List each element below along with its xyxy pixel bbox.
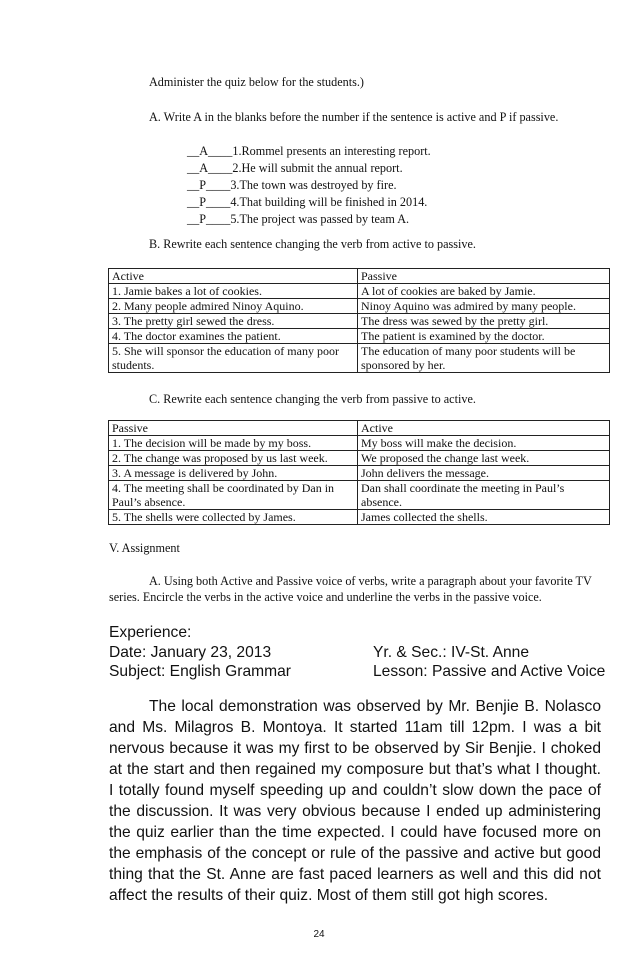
table-header-cell: Active: [358, 421, 610, 436]
table-header-cell: Active: [109, 269, 358, 284]
quiz-item-5: __P____5.The project was passed by team A.: [187, 212, 410, 226]
table-row: [109, 314, 610, 329]
quiz-item-2: __A____2.He will submit the annual report.: [187, 161, 403, 175]
quiz-item-3: __P____3.The town was destroyed by fire.: [187, 178, 397, 192]
table-cell: My boss will make the decision.: [358, 436, 610, 451]
table-cell: Ninoy Aquino was admired by many people.: [358, 299, 610, 314]
table-header-cell: Passive: [358, 269, 610, 284]
table-header-cell: Passive: [109, 421, 358, 436]
table-cell: A lot of cookies are baked by Jamie.: [358, 284, 610, 299]
subject-label: Subject: English Grammar: [109, 663, 291, 680]
lesson-label: Lesson: Passive and Active Voice: [373, 663, 606, 680]
table-row: [109, 510, 610, 525]
table-cell: 1. The decision will be made by my boss.: [109, 436, 358, 451]
table-cell: We proposed the change last week.: [358, 451, 610, 466]
table-cell: The dress was sewed by the pretty girl.: [358, 314, 610, 329]
table-cell: 5. She will sponsor the education of many poor students.: [109, 344, 358, 373]
assignment-line-2: series. Encircle the verbs in the active voice and underline the verbs in the passive voice.: [109, 590, 542, 604]
table-row: [109, 329, 610, 344]
table-cell: 1. Jamie bakes a lot of cookies.: [109, 284, 358, 299]
experience-paragraph: The local demonstration was observed by Mr. Benjie B. Nolasco and Ms. Milagros B. Montoya. It started 11am till 12pm. I was a bit nervous because it was my first to be observed by Sir Benjie. I choked at the start and then regained my composure but that’s what I thought. I totally found myself speeding up and couldn’t slow down the pace of the discussion. It was very obvious because I ended up administering the quiz earlier than the time expected. I could have focused more on the emphasis of the concept or rule of the passive and active but good thing that the St. Anne are fast paced learners as well and this did not affect the results of their quiz. Most of them still got high scores.: [109, 698, 601, 904]
table-row: [109, 466, 610, 481]
table-cell: James collected the shells.: [358, 510, 610, 525]
quiz-item-4: __P____4.That building will be finished in 2014.: [187, 195, 428, 209]
year-section-label: Yr. & Sec.: IV-St. Anne: [373, 644, 530, 661]
table-cell: 4. The meeting shall be coordinated by Dan in Paul’s absence.: [109, 481, 358, 510]
quiz-item-1: __A____1.Rommel presents an interesting report.: [187, 144, 431, 158]
active-to-passive-table: [108, 268, 610, 373]
table-row: [109, 451, 610, 466]
table-row: [109, 481, 610, 510]
table-header-row: [109, 421, 610, 436]
table-cell: 2. The change was proposed by us last week.: [109, 451, 358, 466]
table-row: [109, 284, 610, 299]
table-cell: Dan shall coordinate the meeting in Paul’s absence.: [358, 481, 610, 510]
assignment-heading: V. Assignment: [109, 541, 180, 555]
table-cell: The patient is examined by the doctor.: [358, 329, 610, 344]
table-cell: John delivers the message.: [358, 466, 610, 481]
page-number: 24: [313, 929, 325, 940]
table-cell: 2. Many people admired Ninoy Aquino.: [109, 299, 358, 314]
intro-text: Administer the quiz below for the students.): [149, 75, 364, 89]
table-header-row: [109, 269, 610, 284]
table-cell: 4. The doctor examines the patient.: [109, 329, 358, 344]
table-row: [109, 299, 610, 314]
experience-heading: Experience:: [109, 624, 192, 641]
table-row: [109, 436, 610, 451]
date-label: Date: January 23, 2013: [109, 644, 272, 661]
part-a-instruction: A. Write A in the blanks before the number if the sentence is active and P if passive.: [149, 110, 559, 124]
table-cell: 5. The shells were collected by James.: [109, 510, 358, 525]
table-cell: 3. The pretty girl sewed the dress.: [109, 314, 358, 329]
assignment-line-1: A. Using both Active and Passive voice of verbs, write a paragraph about your favorite TV: [149, 574, 592, 588]
table-cell: 3. A message is delivered by John.: [109, 466, 358, 481]
part-b-instruction: B. Rewrite each sentence changing the verb from active to passive.: [149, 237, 476, 251]
table-cell: The education of many poor students will be sponsored by her.: [358, 344, 610, 373]
table-row: [109, 344, 610, 373]
part-c-instruction: C. Rewrite each sentence changing the verb from passive to active.: [149, 392, 476, 406]
passive-to-active-table: [108, 420, 610, 525]
